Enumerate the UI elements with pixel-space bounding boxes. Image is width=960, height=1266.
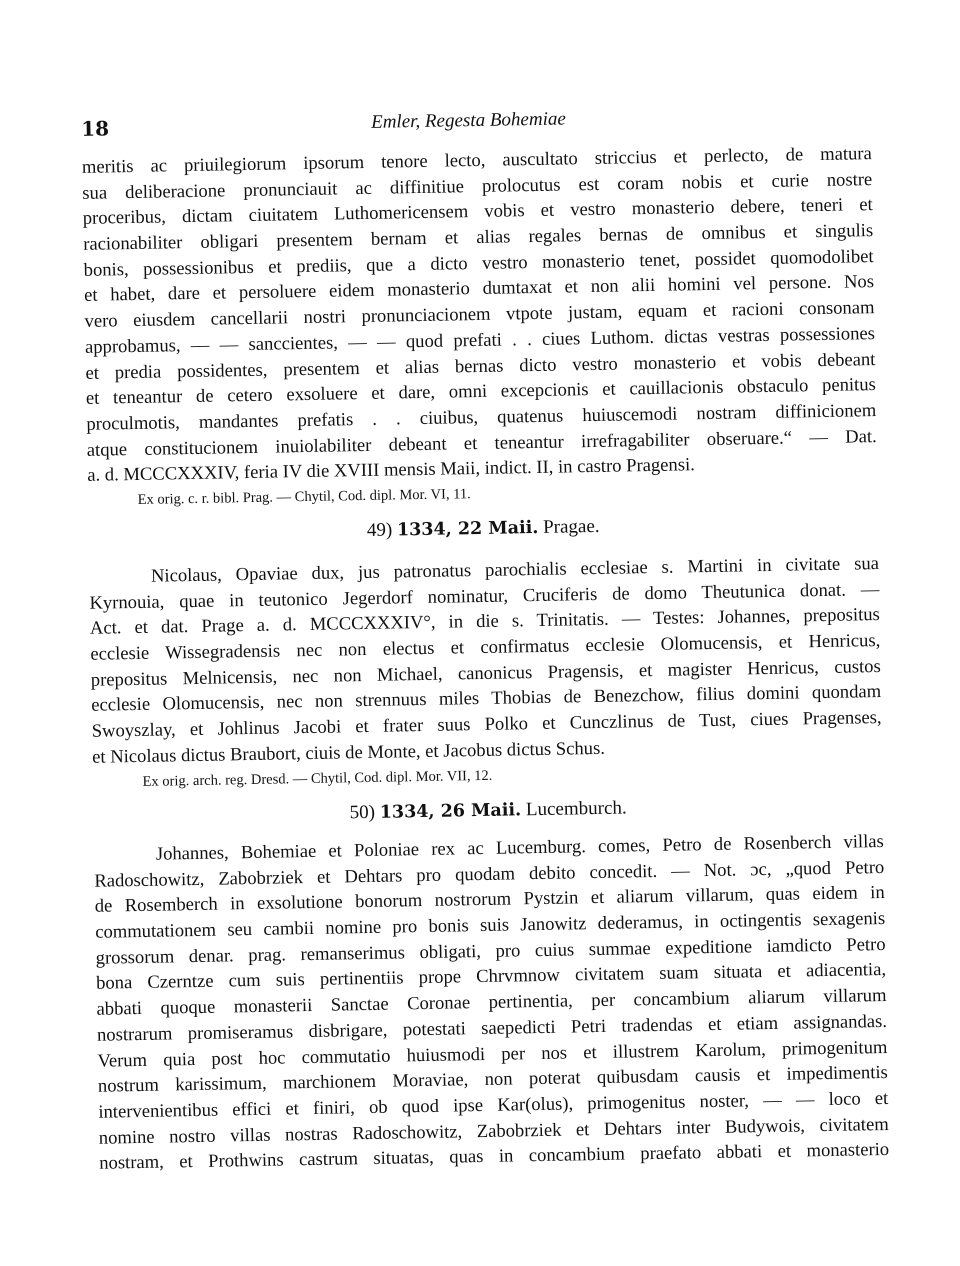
text-line: bonis, possessionibus et prediis, que a dicto vestro monasterio tenet, possidet quomodolibet [83,245,874,281]
running-title: Emler, Regesta Bohemiae [370,108,566,133]
entry-date: 1334, 26 Maii. [379,800,522,823]
text-line: nostrarum promiseramus disbrigare, potestati saepedicti Petri tradendas et etiam assignandas. [96,1010,888,1046]
text-line: abbati quoque monasterii Sanctae Coronae pertinentia, per concambium aliarum villarum [96,985,887,1020]
text-line: vero eiusdem cancellarii nostri pronunciacionem vtpote justam, equam et racioni consonam [84,297,875,332]
text-line: et habet, dare et persoluere eidem monasterio dumtaxat et non alii homini vel persone. Nos [83,271,875,307]
source-note: Ex orig. arch. reg. Dresd. — Chytil, Cod. dipl. Mor. VII, 12. [142,767,493,790]
entry-50-heading [93,793,883,829]
text-line: proceribus, dictam ciuitatem Luthomericensem vobis et vestro monasterio debere, teneri et [82,194,873,230]
entry-50-text [94,829,890,1177]
text-line: nomine nostro villas nostras Radoschowitz, Zabobrziek et Dehtars inter Budywois, civitatem [98,1113,889,1149]
text-line: et teneantur de cetero exsoluere et dare, omni excepcionis et cauillacionis obstaculo penitus [85,374,876,410]
text-line: prepositus Melnicensis, nec non Michael, canonicus Pragensis, et magister Henricus, custos [90,655,881,691]
text-line: de Rosemberch in exsolutione bonorum nostrorum Pystzin et aliarum villarum, quas eidem in [94,882,885,918]
text-line: et Nicolaus dictus Braubort, ciuis de Monte, et Jacobus dictus Schus. [91,737,606,768]
text-line: a. d. MCCCXXXIV, feria IV die XVIII mensis Maii, indict. II, in castro Pragensi. [87,454,695,487]
entry-place: Pragae. [542,515,600,538]
text-line: racionabiliter obligari presentem bernam et alias regales bernas de omnibus et singulis [83,220,874,255]
text-line: et predia possidentes, presentem et alias bernas dicto vestro monasterio et vobis debeant [85,348,876,384]
text-line: Johannes, Bohemiae et Poloniae rex ac Lucemburg. comes, Petro de Rosenberch villas [155,830,884,865]
text-line: nostrum karissimum, marchionem Moraviae, non poterat quibusdam causis et impedimentis [97,1062,888,1097]
text-line: grossorum denar. prag. remanserimus obligati, pro cuius summae expeditione iamdicto Petro [95,933,886,969]
entry-place: Lucemburch. [525,797,627,821]
entry-number: 50) [349,801,376,824]
entry-date: 1334, 22 Maii. [396,517,539,541]
source-note: Ex orig. c. r. bibl. Prag. — Chytil, Cod. dipl. Mor. VI, 11. [137,486,471,508]
entry-number: 49) [366,519,393,541]
text-line: ecclesie Wissegradensis nec non electus et confirmatus ecclesie Olomucensis, et Henricus, [90,630,881,665]
text-line: ecclesie Olomucensis, nec non strennuus miles Thobias de Benezchow, filius domini quondam [91,681,882,717]
text-line: Kyrnouia, quae in teutonico Jegerdorf nominatur, Cruciferis de domo Theutunica donat. — [89,578,880,614]
entry-49-text [89,551,883,792]
entry-49-heading [88,511,878,547]
text-line: nostram, et Prothwins castrum situatas, quas in concambium praefato abbati et monasterio [99,1139,890,1174]
text-line: intervenientibus effici et finiri, ob quod ipse Kar(olus), primogenitus noster, — — loco et [98,1087,889,1123]
text-line: Radoschowitz, Zabobrziek et Dehtars pro quodam debito concedit. — Not. ɔc, „quod Petro [94,856,885,892]
text-line: Nicolaus, Opaviae dux, jus patronatus parochialis ecclesiae s. Martini in civitate sua [150,553,880,587]
text-line: approbamus, — — sanccientes, — — quod prefati . . ciues Luthom. dictas vestras possessiones [84,322,876,358]
text-line: proculmotis, mandantes prefatis . . ciuibus, quatenus huiuscemodi nostram diffinicionem [86,399,877,435]
text-line: bona Czerntze cum suis pertinentiis prope Chrvmnow civitatem suam situata et adiacentia, [95,959,887,995]
text-line: Act. et dat. Prage a. d. MCCCXXXIV°, in die s. Trinitatis. — Testes: Johannes, prepositus [89,604,880,640]
page-header [81,103,881,145]
text-line: commutationem seu cambii nomine pro bonis suis Janowitz dederamus, in octingentis sexagenis [95,908,886,943]
page-number: 18 [81,116,110,141]
entry-48-text [82,141,878,511]
text-line: Verum quia post hoc commutatio huiusmodi per nos et illustrem Karolum, primogenitum [97,1036,888,1072]
text-line: atque constitucionem inuiolabiliter debeant et teneantur irrefragabiliter obseruare.“ — Dat. [86,425,877,461]
text-line: Swoyszlay, et Johlinus Jacobi et frater suus Polko et Cunczlinus de Tust, ciues Pragenses, [91,707,882,742]
text-line: meritis ac priuilegiorum ipsorum tenore lecto, auscultato striccius et perlecto, de matura [81,143,872,178]
text-line: sua deliberacione pronunciauit ac diffinitiue prolocutus est coram nobis et curie nostre [82,168,873,204]
